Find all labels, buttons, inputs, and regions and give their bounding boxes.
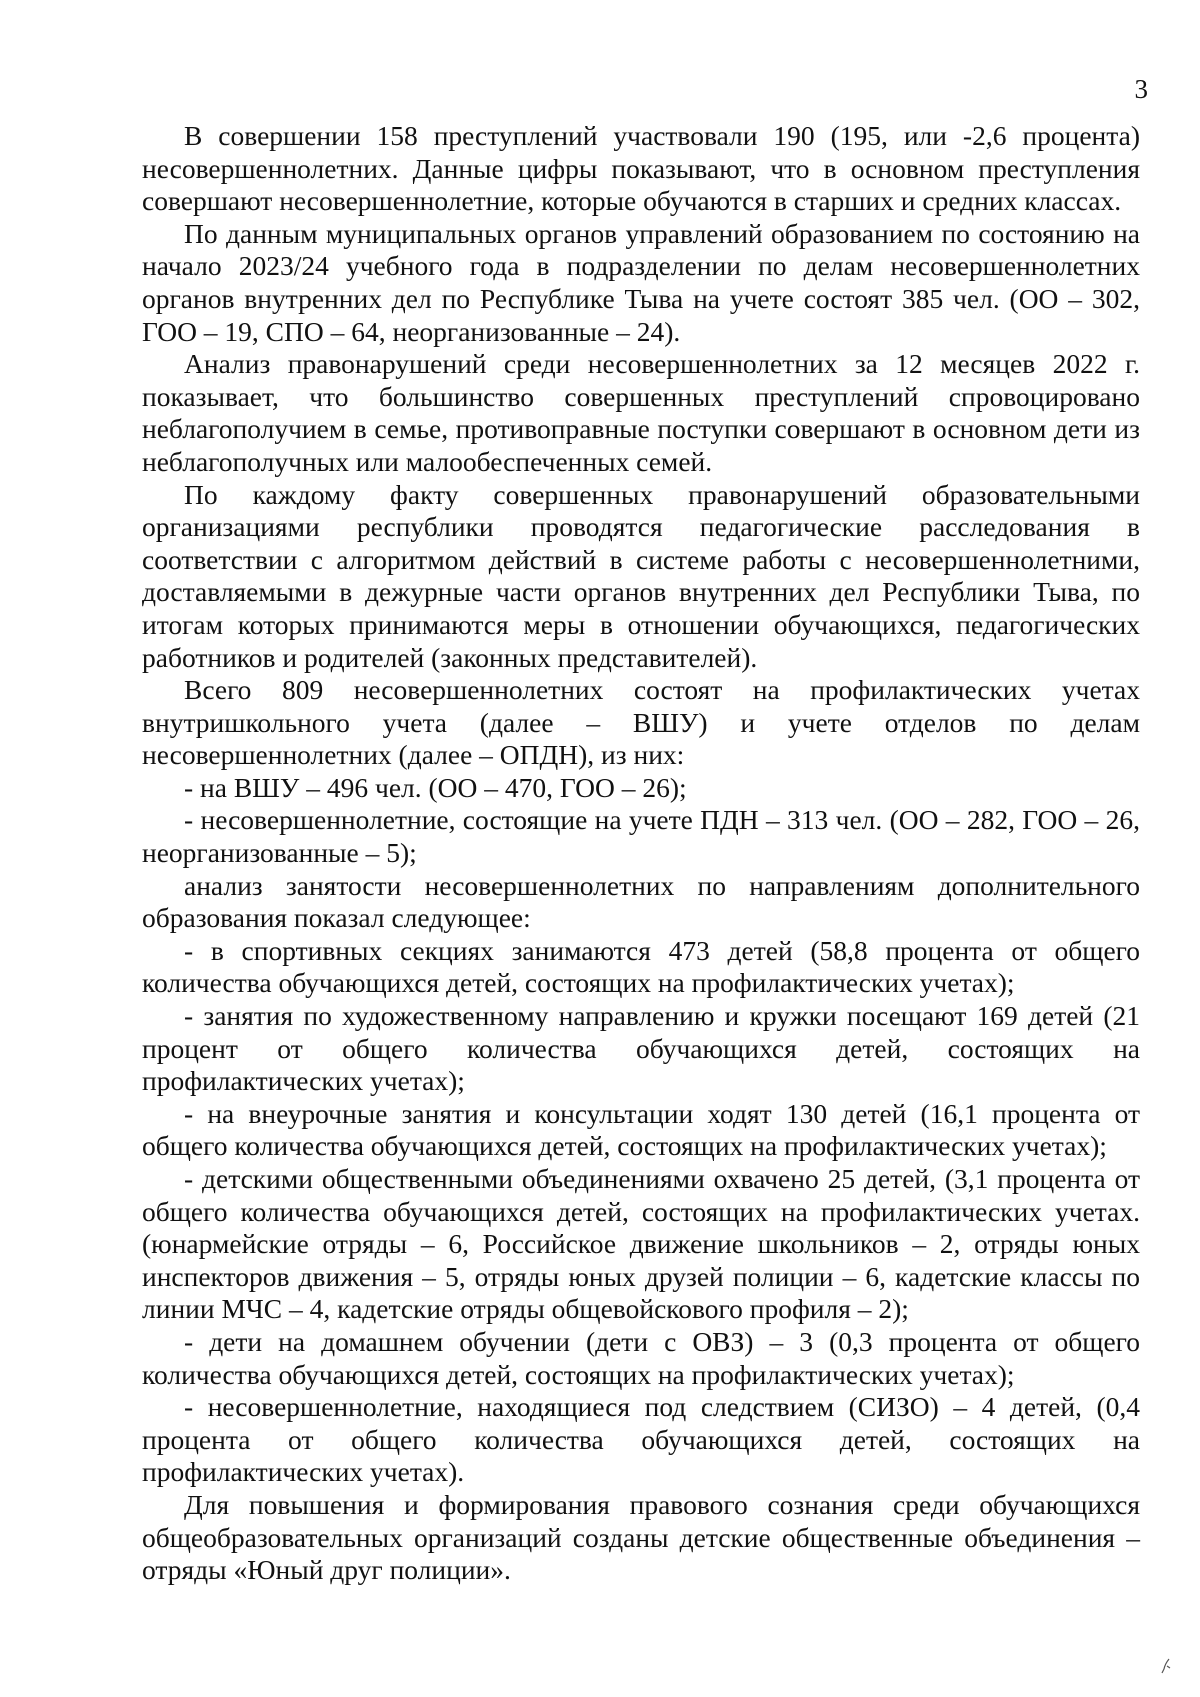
list-item: - дети на домашнем обучении (дети с ОВЗ) – 3 (0,3 процента от общего количества обучающихся детей, состоящих на профилактических учетах); bbox=[142, 1325, 1140, 1390]
list-item: - несовершеннолетние, находящиеся под следствием (СИЗО) – 4 детей, (0,4 процента от общего количества обучающихся детей, состоящих на профилактических учетах). bbox=[142, 1391, 1140, 1488]
paragraph: Для повышения и формирования правового сознания среди обучающихся общеобразовательных организаций созданы детские общественные объединения – отряды «Юный друг полиции». bbox=[142, 1488, 1140, 1586]
list-item: - детскими общественными объединениями охвачено 25 детей, (3,1 процента от общего количества обучающихся детей, состоящих на профилактических учетах. (юнармейские отряды – 6, Российское движение школьников – 2, отряды юных инспекторов движения – 5, отряды юных друзей полиции – 6, кадетские классы по линии МЧС – 4, кадетские отряды общевойскового профиля – 2); bbox=[142, 1163, 1140, 1325]
paragraph: В совершении 158 преступлений участвовали 190 (195, или -2,6 процента) несовершеннолетних. Данные цифры показывают, что в основном преступления совершают несовершеннолетние, которые обучаются в старших и средних классах. bbox=[142, 120, 1140, 217]
paragraph: Анализ правонарушений среди несовершеннолетних за 12 месяцев 2022 г. показывает, что большинство совершенных преступлений спровоцировано неблагополучием в семье, противоправные поступки совершают в основном дети из неблагополучных или малообеспеченных семей. bbox=[142, 348, 1140, 477]
scan-mark-icon bbox=[1160, 1657, 1174, 1675]
paragraph: Всего 809 несовершеннолетних состоят на профилактических учетах внутришкольного учета (далее – ВШУ) и учете отделов по делам несовершеннолетних (далее – ОПДН), из них: bbox=[142, 674, 1140, 771]
list-item: - в спортивных секциях занимаются 473 детей (58,8 процента от общего количества обучающихся детей, состоящих на профилактических учетах); bbox=[142, 934, 1140, 999]
document-body bbox=[142, 120, 1140, 1587]
list-item: - занятия по художественному направлению и кружки посещают 169 детей (21 процент от общего количества обучающихся детей, состоящих на профилактических учетах); bbox=[142, 1000, 1140, 1097]
paragraph: По каждому факту совершенных правонарушений образовательными организациями республики проводятся педагогические расследования в соответствии с алгоритмом действий в системе работы с несовершеннолетними, доставляемыми в дежурные части органов внутренних дел Республики Тыва, по итогам которых принимаются меры в отношении обучающихся, педагогических работников и родителей (законных представителей). bbox=[142, 478, 1140, 673]
list-item: - на внеурочные занятия и консультации ходят 130 детей (16,1 процента от общего количества обучающихся детей, состоящих на профилактических учетах); bbox=[142, 1097, 1140, 1162]
page-number: 3 bbox=[1134, 74, 1148, 104]
paragraph: анализ занятости несовершеннолетних по направлениям дополнительного образования показал следующее: bbox=[142, 869, 1140, 934]
list-item: - несовершеннолетние, состоящие на учете ПДН – 313 чел. (ОО – 282, ГОО – 26, неорганизованные – 5); bbox=[142, 804, 1140, 869]
paragraph: По данным муниципальных органов управлений образованием по состоянию на начало 2023/24 учебного года в подразделении по делам несовершеннолетних органов внутренних дел по Республике Тыва на учете состоят 385 чел. (ОО – 302, ГОО – 19, СПО – 64, неорганизованные – 24). bbox=[142, 217, 1140, 347]
list-item: - на ВШУ – 496 чел. (ОО – 470, ГОО – 26); bbox=[184, 771, 687, 803]
